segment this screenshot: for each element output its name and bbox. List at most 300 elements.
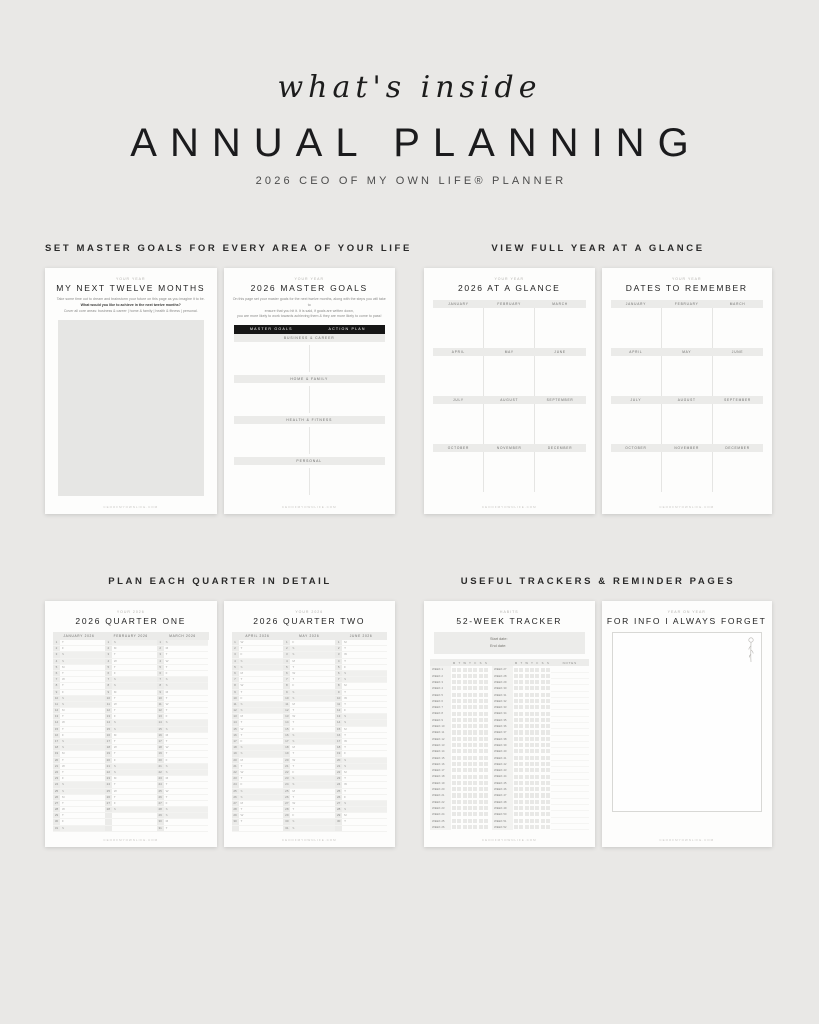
day-number: 29 (158, 813, 162, 818)
day-checkbox (519, 749, 523, 753)
day-writing-line: M (165, 646, 169, 651)
day-checkbox (463, 680, 467, 684)
day-checkbox (546, 825, 550, 829)
section-heading-year-glance: VIEW FULL YEAR AT A GLANCE (491, 243, 705, 254)
day-writing-line: T (240, 689, 243, 694)
day-writing-line: W (292, 800, 296, 805)
day-checkbox (541, 806, 545, 810)
week-label: WEEK 20 (430, 786, 451, 792)
day-writing-line: F (240, 695, 243, 700)
day-checkbox (452, 806, 456, 810)
whats-inside-script-text: what's inside (277, 70, 542, 105)
day-writing-line: T (165, 739, 168, 743)
month-cells-row (433, 308, 586, 348)
day-checkbox (468, 756, 472, 760)
week-label: WEEK 46 (492, 786, 513, 792)
day-checkbox (452, 812, 456, 816)
master-goals-column-label: MASTER GOALS (249, 327, 293, 331)
section-quarters (45, 576, 395, 847)
day-checkbox (530, 781, 534, 785)
checkbox-group (451, 743, 489, 747)
day-checkbox (452, 800, 456, 804)
day-writing-line: S (290, 776, 335, 781)
day-checkbox (514, 724, 518, 728)
week-label: WEEK 39 (492, 742, 513, 748)
day-writing-line: W (113, 788, 117, 793)
day-number: 25 (158, 788, 162, 793)
day-number: 5 (53, 665, 60, 670)
day-checkbox (530, 800, 534, 804)
day-writing-line: S (112, 683, 157, 688)
day-number: 2 (53, 646, 60, 651)
day-checkbox (468, 686, 472, 690)
page-eyebrow: HABITS (499, 610, 519, 614)
day-writing-line: T (292, 677, 295, 682)
page-2026-quarter-one (45, 601, 217, 847)
week-label: WEEK 34 (492, 710, 513, 716)
day-number: 24 (336, 782, 341, 787)
day-checkbox (479, 781, 483, 785)
checkbox-group (451, 756, 489, 760)
day-checkbox (535, 674, 539, 678)
day-writing-line: S (60, 652, 105, 657)
day-checkbox (514, 787, 518, 791)
day-checkbox (452, 756, 456, 760)
day-writing-line: S (164, 813, 209, 818)
day-number: 15 (106, 726, 110, 731)
week-label: WEEK 51 (492, 818, 513, 824)
day-cell (53, 826, 105, 832)
day-number: 1 (53, 640, 60, 645)
page-eyebrow: YOUR YEAR (671, 277, 702, 281)
day-checkbox (457, 680, 461, 684)
day-checkbox (541, 749, 545, 753)
day-number: 2 (232, 646, 239, 651)
day-writing-line: W (62, 763, 65, 768)
day-number: 15 (233, 726, 237, 731)
day-writing-line: F (62, 646, 64, 651)
goal-categories (224, 334, 396, 498)
day-writing-line: T (292, 807, 295, 812)
day-checkbox (541, 825, 545, 829)
day-checkbox (463, 787, 467, 791)
category-header: HOME & FAMILY (234, 375, 386, 383)
day-writing-line: T (165, 751, 168, 756)
day-checkbox (530, 724, 534, 728)
week-label: WEEK 7 (430, 704, 451, 710)
checkbox-group (513, 730, 551, 734)
page-footer: CEOOFMYOWNLIFE.COM (103, 838, 159, 842)
day-checkbox (535, 737, 539, 741)
day-checkbox (514, 693, 518, 697)
day-writing-line: M (344, 813, 347, 818)
day-checkbox (525, 686, 529, 690)
day-writing-line: S (112, 764, 157, 769)
month-label: FEBRUARY (497, 302, 522, 306)
day-writing-line: M (292, 701, 295, 706)
day-writing-line: W (344, 782, 347, 787)
day-number: 5 (105, 665, 112, 670)
day-writing-line: W (344, 695, 347, 700)
month-cells-row (611, 452, 764, 492)
day-writing-line: M (113, 689, 117, 694)
month-cell (535, 452, 585, 492)
checkbox-group (451, 825, 489, 829)
day-checkbox (525, 768, 529, 772)
week-label: WEEK 4 (430, 685, 451, 691)
day-writing-line: T (113, 695, 116, 700)
day-writing-line: S (239, 795, 284, 800)
day-number: 15 (285, 726, 289, 731)
day-writing-line: T (62, 683, 64, 688)
day-writing-line: M (344, 769, 347, 774)
day-number: 9 (157, 690, 164, 695)
day-checkbox (468, 693, 472, 697)
day-checkbox (519, 680, 523, 684)
day-number: 26 (54, 794, 59, 799)
day-checkbox (535, 768, 539, 772)
day-checkbox (468, 749, 472, 753)
month-header-row (611, 444, 764, 452)
day-checkbox (463, 762, 467, 766)
day-writing-line: T (344, 701, 346, 706)
month-cell (713, 356, 763, 396)
month-cell (484, 404, 535, 444)
day-number: 28 (233, 807, 237, 812)
week-label: WEEK 11 (430, 729, 451, 735)
day-writing-line: M (344, 726, 347, 731)
day-number: 27 (158, 800, 162, 805)
day-writing-line: S (164, 770, 209, 775)
day-checkbox (457, 812, 461, 816)
day-writing-line: S (290, 819, 335, 824)
month-cells-row (611, 404, 764, 444)
month-label: DECEMBER (725, 446, 750, 450)
day-number: 10 (233, 695, 237, 700)
checkbox-group (451, 730, 489, 734)
month-label: JANUARY (625, 302, 647, 306)
day-writing-line: F (113, 714, 116, 719)
week-label: WEEK 38 (492, 736, 513, 742)
day-number: 20 (158, 757, 162, 762)
day-writing-line: S (112, 727, 157, 732)
day-number: 11 (285, 701, 289, 706)
day-writing-line: W (62, 807, 65, 812)
day-checkbox (457, 819, 461, 823)
week-label: WEEK 14 (430, 748, 451, 754)
day-checkbox (468, 793, 472, 797)
day-checkbox (463, 800, 467, 804)
day-number: 14 (233, 720, 237, 725)
day-checkbox (514, 686, 518, 690)
month-cell (713, 404, 763, 444)
checkbox-group (451, 787, 489, 791)
day-number: 12 (106, 708, 110, 713)
day-checkbox (457, 787, 461, 791)
day-checkbox (519, 699, 523, 703)
day-checkbox (484, 718, 488, 722)
day-checkbox (479, 762, 483, 766)
day-checkbox (535, 756, 539, 760)
day-number: 2 (157, 646, 164, 651)
day-letter: W (463, 660, 466, 665)
day-writing-line: M (292, 788, 295, 793)
day-checkbox (463, 724, 467, 728)
day-checkbox (457, 712, 461, 716)
week-label: WEEK 21 (430, 792, 451, 798)
day-checkbox (463, 743, 467, 747)
month-label: NOVEMBER (674, 446, 700, 450)
day-checkbox (473, 724, 477, 728)
day-checkbox (473, 730, 477, 734)
day-checkbox (514, 793, 518, 797)
intro-line: Cover all core areas: business & career | home & family | health & fitness | personal. (63, 308, 198, 313)
day-checkbox (468, 743, 472, 747)
month-label: SEPTEMBER (724, 398, 751, 402)
day-writing-line: T (292, 794, 295, 799)
day-checkbox (546, 680, 550, 684)
day-writing-line: M (240, 714, 243, 719)
day-number: 18 (106, 745, 110, 750)
day-checkbox (530, 749, 534, 753)
day-writing-line: T (165, 782, 168, 787)
day-checkbox (546, 699, 550, 703)
day-writing-line: S (164, 677, 209, 682)
day-checkbox (479, 680, 483, 684)
page-eyebrow: YOUR 2026 (116, 610, 145, 614)
day-number: 24 (285, 782, 289, 787)
day-checkbox (525, 699, 529, 703)
day-letter: M (452, 660, 456, 665)
day-checkbox (479, 800, 483, 804)
section-master-goals (45, 243, 412, 514)
day-number: 7 (105, 677, 112, 682)
day-number: 21 (158, 763, 162, 768)
day-checkbox (473, 781, 477, 785)
day-checkbox (525, 825, 529, 829)
botanical-sprig-icon (746, 637, 756, 663)
day-number: 8 (157, 683, 164, 688)
day-writing-line: S (239, 708, 284, 713)
page-eyebrow: YOUR YEAR (294, 277, 325, 281)
month-cell (713, 308, 763, 348)
week-label: WEEK 1 (430, 666, 451, 672)
week-label-spacer (492, 659, 513, 666)
intro-line-bold: What would you like to achieve in the next twelve months? (80, 302, 181, 307)
day-checkbox (535, 825, 539, 829)
day-number: 5 (283, 665, 290, 670)
tracker-row (430, 824, 589, 830)
month-label: MARCH (729, 302, 746, 306)
checkbox-group (451, 749, 489, 753)
day-number: 18 (233, 745, 237, 750)
day-number: 12 (233, 708, 237, 713)
day-checkbox (546, 718, 550, 722)
section-heading-trackers: USEFUL TRACKERS & REMINDER PAGES (460, 576, 736, 587)
day-checkbox (535, 781, 539, 785)
day-writing-line: T (62, 757, 64, 762)
week-label: WEEK 10 (430, 723, 451, 729)
day-number: 10 (106, 695, 110, 700)
week-label: WEEK 27 (492, 666, 513, 672)
day-checkbox (484, 737, 488, 741)
day-checkbox (457, 762, 461, 766)
day-writing-line: S (164, 807, 209, 812)
day-checkbox (546, 812, 550, 816)
day-number: 27 (106, 800, 110, 805)
day-number: 31 (285, 825, 289, 830)
category-header: BUSINESS & CAREER (234, 334, 386, 342)
day-writing-line: S (342, 677, 387, 682)
day-checkbox (514, 749, 518, 753)
day-checkbox (452, 768, 456, 772)
day-number: 13 (158, 714, 162, 719)
day-checkbox (530, 812, 534, 816)
day-number: 9 (335, 690, 342, 695)
day-checkbox (519, 686, 523, 690)
month-label: OCTOBER (447, 446, 470, 450)
month-cells-row (611, 356, 764, 396)
day-number: 20 (285, 757, 289, 762)
day-checkbox (514, 768, 518, 772)
month-header-row (611, 396, 764, 404)
day-checkbox (457, 806, 461, 810)
day-number: 4 (157, 659, 164, 664)
day-checkbox (541, 762, 545, 766)
day-checkbox (546, 819, 550, 823)
day-checkbox (546, 674, 550, 678)
day-number: 31 (158, 825, 162, 830)
day-checkbox (479, 825, 483, 829)
day-writing-line: S (239, 659, 284, 664)
day-checkbox (479, 668, 483, 672)
quarter-table (53, 632, 209, 832)
day-checkbox (535, 730, 539, 734)
day-checkbox (519, 812, 523, 816)
day-checkbox (541, 668, 545, 672)
week-label-spacer (430, 659, 451, 666)
day-checkbox (479, 705, 483, 709)
day-checkbox (473, 812, 477, 816)
day-checkbox (546, 668, 550, 672)
day-number: 13 (106, 714, 110, 719)
day-checkbox (535, 800, 539, 804)
day-writing-line: T (113, 664, 116, 669)
day-checkbox (479, 699, 483, 703)
day-writing-line: M (240, 800, 243, 805)
day-cell (105, 826, 157, 832)
day-checkbox (519, 800, 523, 804)
day-checkbox (541, 743, 545, 747)
day-number: 6 (232, 671, 239, 676)
day-number: 22 (54, 769, 59, 774)
day-checkbox (525, 737, 529, 741)
day-writing-line: S (239, 665, 284, 670)
month-label: AUGUST (677, 398, 696, 402)
day-checkbox (484, 756, 488, 760)
page-heading: 2026 MASTER GOALS (250, 283, 368, 293)
day-number: 13 (336, 714, 341, 719)
day-checkbox (519, 825, 523, 829)
day-checkbox (463, 686, 467, 690)
day-checkbox (525, 705, 529, 709)
day-writing-line: T (113, 782, 116, 787)
day-writing-line: T (344, 745, 346, 750)
day-checkbox (484, 712, 488, 716)
day-checkbox (519, 712, 523, 716)
day-checkbox (541, 705, 545, 709)
checkbox-group (451, 680, 489, 684)
day-number: 22 (336, 769, 341, 774)
checkbox-group (513, 806, 551, 810)
day-checkbox (546, 787, 550, 791)
day-checkbox (479, 775, 483, 779)
day-number: 22 (233, 769, 237, 774)
day-checkbox (457, 756, 461, 760)
month-label: MAY (682, 350, 692, 354)
day-number: 30 (233, 819, 237, 824)
day-letters (451, 661, 489, 665)
page-footer: CEOOFMYOWNLIFE.COM (281, 838, 337, 842)
day-checkbox (541, 686, 545, 690)
day-writing-line: T (344, 658, 346, 663)
day-checkbox (535, 724, 539, 728)
day-writing-line: F (62, 776, 64, 781)
month-column-label: MAY 2026 (299, 634, 320, 638)
week-label: WEEK 50 (492, 811, 513, 817)
day-checkbox (530, 686, 534, 690)
day-checkbox (535, 806, 539, 810)
checkbox-group (513, 775, 551, 779)
day-number: 28 (54, 807, 59, 812)
week-label: WEEK 42 (492, 761, 513, 767)
month-label: AUGUST (500, 398, 519, 402)
day-checkbox (479, 787, 483, 791)
day-checkbox (519, 793, 523, 797)
checkbox-group (513, 762, 551, 766)
month-label: APRIL (629, 350, 643, 354)
day-number: 19 (158, 751, 162, 756)
day-checkbox (535, 686, 539, 690)
day-number: 7 (232, 677, 239, 682)
month-label: APRIL (451, 350, 466, 354)
week-label: WEEK 29 (492, 679, 513, 685)
day-number: 19 (106, 751, 110, 756)
day-writing-line: S (239, 789, 284, 794)
day-checkbox (457, 693, 461, 697)
checkbox-group (451, 768, 489, 772)
day-checkbox (452, 793, 456, 797)
day-number: 19 (285, 751, 289, 756)
day-checkbox (457, 775, 461, 779)
day-checkbox (452, 668, 456, 672)
week-label: WEEK 2 (430, 673, 451, 679)
start-date-field-label: Start date: (490, 637, 508, 641)
day-checkbox (468, 825, 472, 829)
week-label: WEEK 26 (430, 824, 451, 830)
day-checkbox (519, 787, 523, 791)
month-label: DECEMBER (547, 446, 573, 450)
page-heading: 2026 QUARTER ONE (75, 616, 187, 626)
day-number: 27 (54, 800, 59, 805)
day-number: 17 (285, 739, 289, 743)
day-number: 25 (106, 788, 110, 793)
day-writing-line: F (240, 782, 243, 787)
checkbox-group (451, 712, 489, 716)
month-cell (611, 356, 662, 396)
day-writing-line: S (60, 696, 105, 701)
day-checkbox (525, 800, 529, 804)
